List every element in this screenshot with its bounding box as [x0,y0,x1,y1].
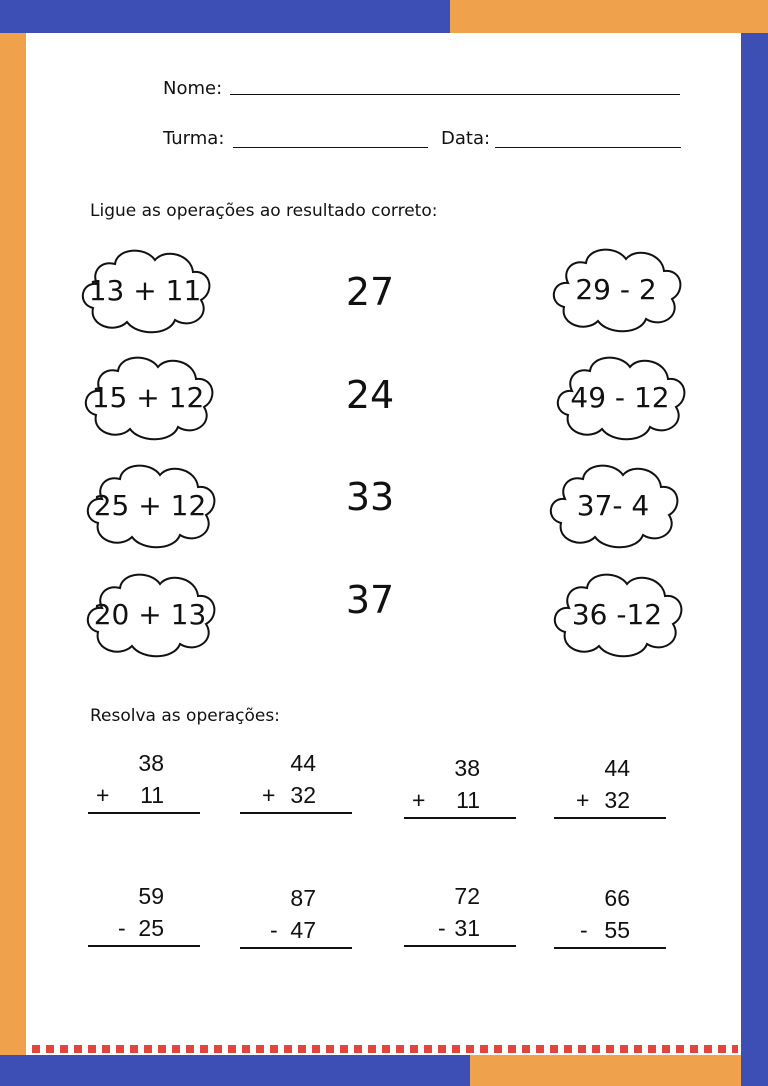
solve-instruction: Resolva as operações: [90,706,280,726]
right-cloud-2[interactable] [550,355,690,439]
right-cloud-1[interactable] [546,247,686,331]
answer-line [88,812,200,814]
left-operation-4: 20 + 13 [93,597,207,631]
subtraction-problem-1[interactable] [88,883,204,953]
bottom-blue-border [0,1055,470,1086]
result-1[interactable]: 27 [345,270,395,314]
date-label: Data: [441,128,491,149]
operand-bottom: 32 [290,782,316,808]
right-operation-1: 29 - 2 [575,272,657,306]
name-line[interactable] [230,94,680,95]
result-2[interactable]: 24 [345,373,395,417]
operator-sign: + [576,787,590,813]
operand-top: 44 [290,750,316,776]
right-cloud-3[interactable] [543,463,683,547]
operand-bottom: 11 [140,782,164,808]
answer-line [554,817,666,819]
answer-line [240,947,352,949]
operator-sign: + [262,782,276,808]
subtraction-problem-4[interactable] [554,885,670,955]
right-operation-3: 37- 4 [576,488,650,522]
operand-top: 38 [454,755,480,781]
operator-sign: - [118,915,126,941]
operand-top: 72 [454,883,480,909]
right-cloud-4[interactable] [547,572,687,656]
bottom-orange-border [470,1055,741,1086]
left-operation-2: 15 + 12 [91,380,205,414]
date-line[interactable] [495,147,681,148]
addition-problem-1[interactable] [88,750,204,820]
subtraction-problem-2[interactable] [240,885,356,955]
left-cloud-4[interactable] [80,572,220,656]
operand-bottom: 47 [290,917,316,943]
addition-problem-4[interactable] [554,755,670,825]
answer-line [554,947,666,949]
operand-bottom: 31 [454,915,480,941]
answer-line [404,945,516,947]
answer-line [240,812,352,814]
dashed-red-border [32,1045,738,1053]
left-cloud-2[interactable] [78,355,218,439]
operand-bottom: 55 [604,917,630,943]
right-operation-4: 36 -12 [571,597,663,631]
operator-sign: + [412,787,426,813]
operand-top: 66 [604,885,630,911]
answer-line [404,817,516,819]
left-operation-3: 25 + 12 [93,488,207,522]
left-cloud-1[interactable] [75,248,215,332]
operator-sign: - [580,917,588,943]
result-3[interactable]: 33 [345,475,395,519]
class-line[interactable] [233,147,428,148]
operand-bottom: 25 [138,915,164,941]
right-operation-2: 49 - 12 [570,380,670,414]
operand-top: 38 [138,750,164,776]
operand-top: 87 [290,885,316,911]
answer-line [88,945,200,947]
top-blue-border [0,0,450,33]
right-blue-border [741,33,768,1086]
addition-problem-2[interactable] [240,750,356,820]
subtraction-problem-3[interactable] [404,883,520,953]
matching-instruction: Ligue as operações ao resultado correto: [90,201,438,221]
operator-sign: + [96,782,110,808]
left-cloud-3[interactable] [80,463,220,547]
operator-sign: - [438,915,446,941]
operand-top: 59 [138,883,164,909]
operand-top: 44 [604,755,630,781]
class-label: Turma: [163,128,225,149]
left-orange-border [0,33,26,1086]
result-4[interactable]: 37 [345,578,395,622]
name-label: Nome: [163,78,223,99]
operand-bottom: 11 [456,787,480,813]
left-operation-1: 13 + 11 [88,273,202,307]
top-orange-border [450,0,768,33]
operand-bottom: 32 [604,787,630,813]
operator-sign: - [270,917,278,943]
addition-problem-3[interactable] [404,755,520,825]
